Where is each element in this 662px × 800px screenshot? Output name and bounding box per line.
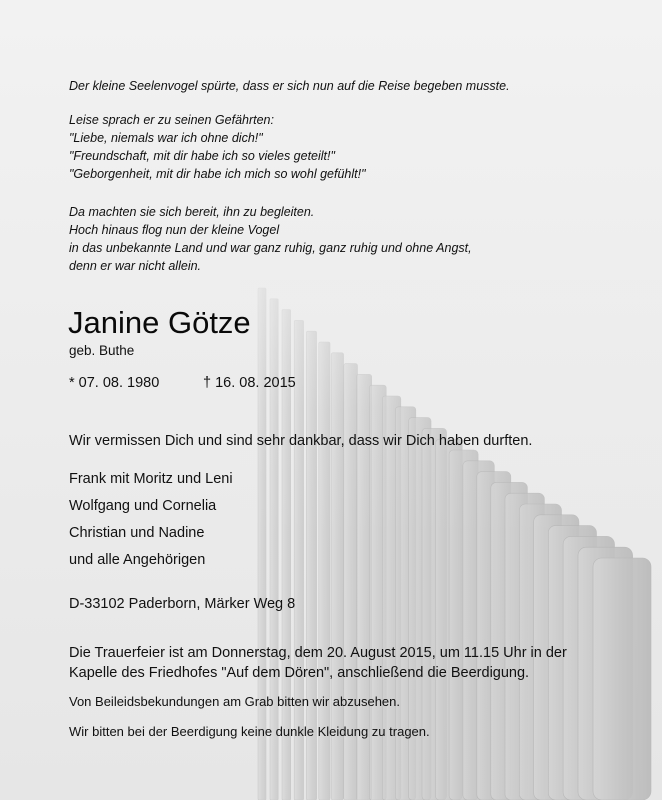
family-member: und alle Angehörigen xyxy=(69,552,206,568)
poem-stanza-3 xyxy=(69,203,472,275)
service-line: Die Trauerfeier ist am Donnerstag, dem 20. August 2015, um 11.15 Uhr in der xyxy=(69,645,567,661)
poem-line: "Geborgenheit, mit dir habe ich mich so wohl gefühlt!" xyxy=(69,167,366,181)
poem-stanza-1 xyxy=(69,77,510,95)
clothing-note: Wir bitten bei der Beerdigung keine dunkle Kleidung zu tragen. xyxy=(69,724,430,739)
poem-line: Da machten sie sich bereit, ihn zu begleiten. xyxy=(69,205,315,219)
deceased-name: Janine Götze xyxy=(68,305,251,340)
condolences-note: Von Beileidsbekundungen am Grab bitten wir abzusehen. xyxy=(69,694,400,709)
family-list xyxy=(69,466,233,574)
funeral-service-info xyxy=(69,643,567,683)
birth-date: * 07. 08. 1980 xyxy=(69,375,160,391)
poem-line: "Liebe, niemals war ich ohne dich!" xyxy=(69,131,263,145)
death-date: † 16. 08. 2015 xyxy=(203,375,296,391)
poem-line: Der kleine Seelenvogel spürte, dass er sich nun auf die Reise begeben musste. xyxy=(69,79,510,93)
family-member: Wolfgang und Cornelia xyxy=(69,498,217,514)
poem-line: Leise sprach er zu seinen Gefährten: xyxy=(69,113,274,127)
poem-line: Hoch hinaus flog nun der kleine Vogel xyxy=(69,223,280,237)
poem-stanza-2 xyxy=(69,111,366,183)
poem-line: in das unbekannte Land und war ganz ruhig, ganz ruhig und ohne Angst, xyxy=(69,241,472,255)
family-member: Christian und Nadine xyxy=(69,525,205,541)
birth-name: geb. Buthe xyxy=(69,343,135,358)
poem-line: denn er war nicht allein. xyxy=(69,259,202,273)
address: D-33102 Paderborn, Märker Weg 8 xyxy=(69,596,296,612)
family-member: Frank mit Moritz und Leni xyxy=(69,471,233,487)
poem-line: "Freundschaft, mit dir habe ich so vieles geteilt!" xyxy=(69,149,335,163)
memorial-message: Wir vermissen Dich und sind sehr dankbar, dass wir Dich haben durften. xyxy=(69,433,533,449)
service-line: Kapelle des Friedhofes "Auf dem Dören", anschließend die Beerdigung. xyxy=(69,665,530,681)
